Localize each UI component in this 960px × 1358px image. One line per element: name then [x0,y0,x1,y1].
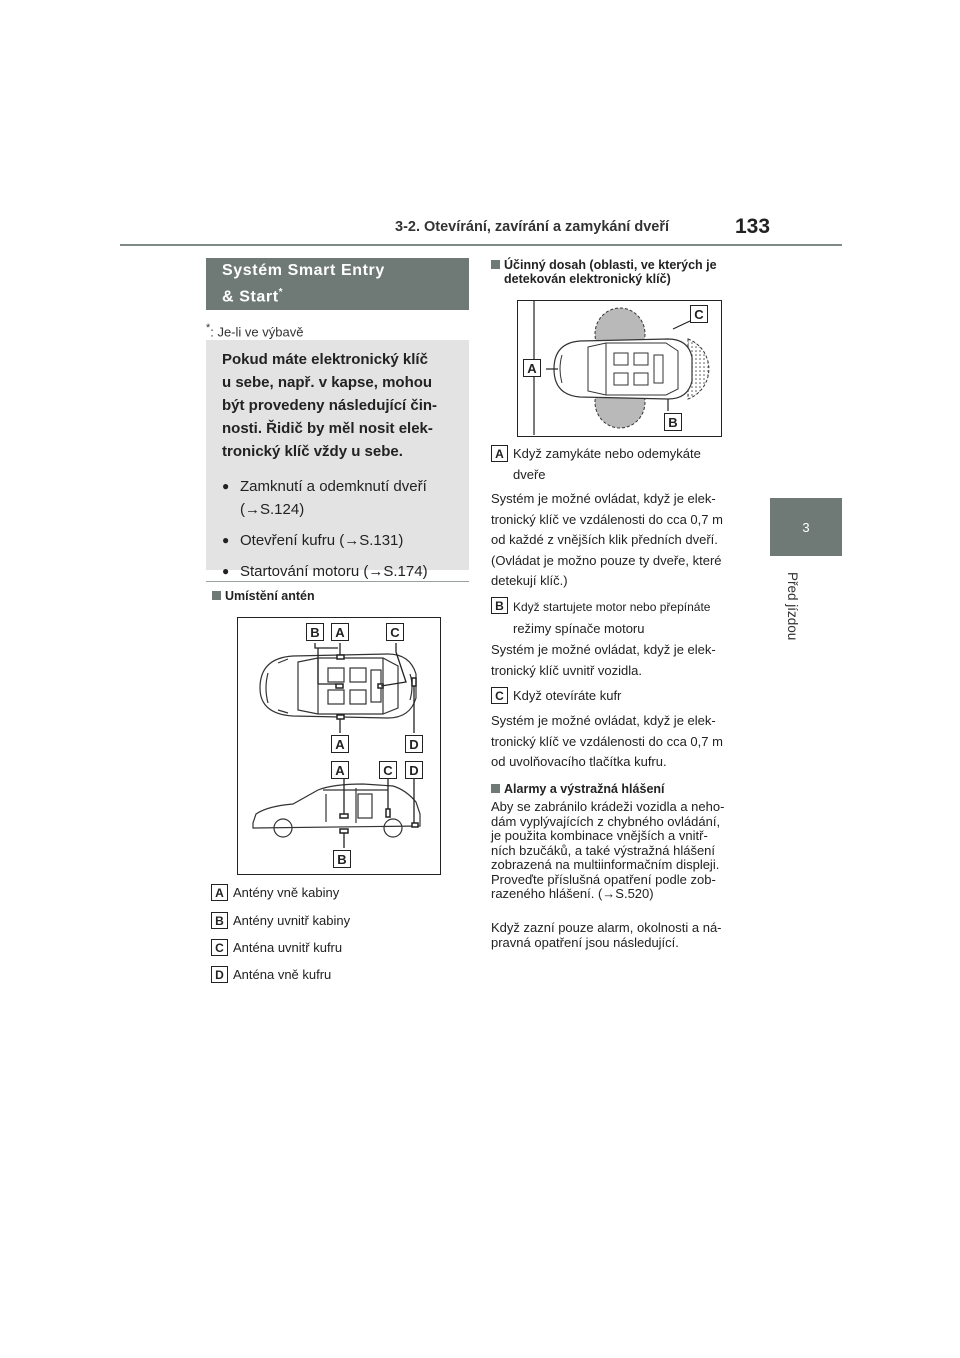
section-divider [206,581,469,582]
legend-key: B [211,912,228,929]
section-header-title: 3-2. Otevírání, zavírání a zamykání dveří [395,219,670,235]
diagram-label-a: A [331,761,349,779]
intro-line: být provedeny následující čin- [222,397,438,414]
range-item-b-body [491,640,716,681]
chapter-tab: 3 [770,498,842,556]
diagram-label-a: A [331,623,349,641]
alarm-paragraph [491,800,724,902]
page-number: 133 [735,215,771,238]
alarm-paragraph-2 [491,921,722,950]
body-line: tronický klíč ve vzdálenosti do cca 0,7 m [491,733,723,749]
body-line: dám vyplývajících z chybného ovládání, [491,813,721,829]
intro-line: u sebe, např. v kapse, mohou [222,374,433,391]
section-title-box [206,258,469,310]
antenna-heading-text: Umístění antén [225,589,315,603]
feature-item-ref[interactable]: (→S.124) [240,501,305,518]
intro-box [206,340,469,580]
alarm-heading [491,782,665,796]
section-title-line2: & Start [222,288,279,306]
square-bullet-icon [491,260,500,269]
feature-item-trunk [222,529,459,552]
diagram-label-c: C [379,761,397,779]
body-line: je použita kombinace vnějších a vnitř- [491,828,708,843]
feature-item-lock [222,475,459,521]
legend-key: A [211,884,228,901]
body-line: Proveďte příslušná opatření podle zob- [491,871,716,887]
body-line: Systém je možné ovládat, když je elek- [491,713,716,728]
intro-line: tronický klíč vždy u sebe. [222,443,403,460]
range-item-c-body [491,711,723,773]
intro-line: Pokud máte elektronický klíč [222,351,428,368]
body-line[interactable]: razeného hlášení. (→S.520) [491,886,654,901]
feature-item-text: Zamknutí a odemknutí dveří [240,478,427,495]
body-line: zobrazená na multiinformačním displeji. [491,857,720,872]
footnote [206,322,303,339]
range-label-a: A [523,359,541,377]
range-item-title: Když startujete motor nebo přepínáte [513,600,711,614]
feature-item-engine [222,560,459,583]
body-line: Systém je možné ovládat, když je elek- [491,642,716,657]
feature-item-text[interactable]: Otevření kufru (→S.131) [240,532,404,549]
intro-line: nosti. Řidič by měl nosit elek- [222,420,433,437]
feature-list [222,475,459,583]
body-line: Systém je možné ovládat, když je elek- [491,491,716,506]
section-title-mark: * [278,287,284,298]
body-line: ních bzučáků, a také výstražná hlášení [491,842,716,858]
antenna-location-diagram [237,617,441,875]
diagram-label-d: D [405,761,423,779]
alarm-heading-text: Alarmy a výstražná hlášení [504,782,665,796]
body-line: Když zazní pouze alarm, okolnosti a ná- [491,920,722,935]
diagram-label-c: C [386,623,404,641]
diagram-label-d: D [405,735,423,753]
range-item-key: A [491,445,508,462]
range-item-key: C [491,687,508,704]
body-line: Aby se zabránilo krádeži vozidla a neho- [491,799,725,814]
body-line: (Ovládat je možno pouze ty dveře, které [491,552,722,568]
square-bullet-icon [491,784,500,793]
range-heading-line: detekován elektronický klíč) [504,272,671,286]
range-item-title: Když otevíráte kufr [513,688,622,703]
body-line: tronický klíč uvnitř vozidla. [491,662,642,678]
range-label-b: B [664,413,682,431]
header-divider [120,244,842,246]
footnote-mark: * [206,322,211,334]
detection-range-diagram [517,300,722,437]
chapter-title: Před jízdou [785,572,800,641]
square-bullet-icon [212,591,221,600]
legend-text: Anténa vně kufru [233,967,332,982]
range-item-key: B [491,597,508,614]
legend-key: C [211,939,228,956]
diagram-label-b: B [333,850,351,868]
feature-item-text[interactable]: Startování motoru (→S.174) [240,563,428,580]
body-line: od každé z vnějších klik předních dveří. [491,532,718,547]
range-item-title: dveře [513,466,546,482]
range-heading [491,258,717,286]
range-item-title: režimy spínače motoru [513,621,645,636]
legend-text: Anténa uvnitř kufru [233,940,343,955]
legend-key: D [211,966,228,983]
intro-text [222,348,459,463]
body-line: od uvolňovacího tlačítka kufru. [491,754,667,769]
antenna-heading [212,589,315,603]
legend-text: Antény uvnitř kabiny [233,913,351,928]
range-item-title: Když zamykáte nebo odemykáte [513,446,701,461]
range-label-c: C [690,305,708,323]
body-line: tronický klíč ve vzdálenosti do cca 0,7 m [491,511,723,527]
range-heading-line: Účinný dosah (oblasti, ve kterých je [504,258,717,272]
section-title-line1: Systém Smart Entry [222,262,385,279]
diagram-label-a: A [331,735,349,753]
legend-text: Antény vně kabiny [233,885,340,900]
footnote-text: : Je-li ve výbavě [210,324,304,340]
diagram-label-b: B [306,623,324,641]
range-item-a-body [491,489,723,592]
body-line: pravná opatření jsou následující. [491,934,679,950]
body-line: detekují klíč.) [491,573,568,588]
